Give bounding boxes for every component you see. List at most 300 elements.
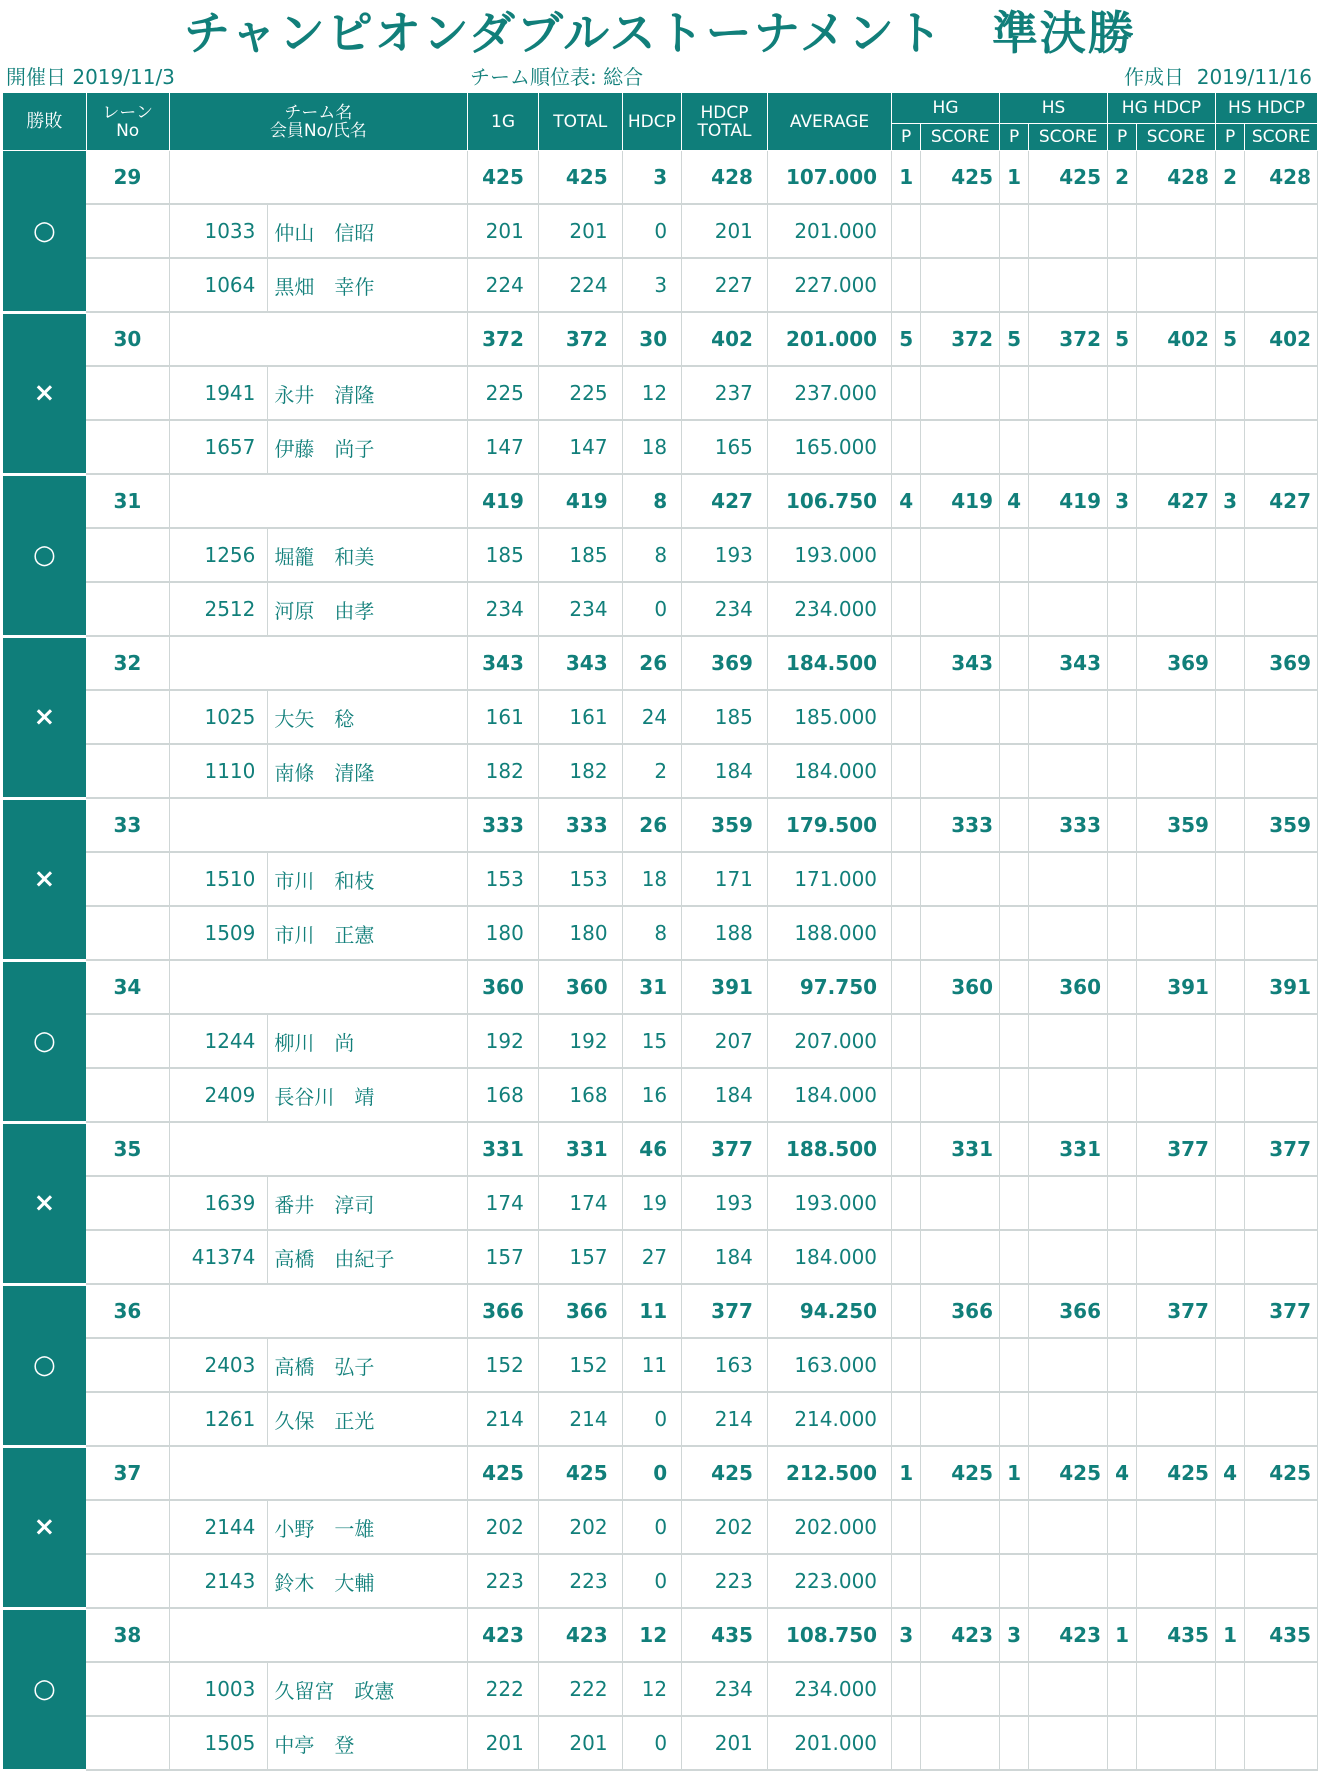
member-number: 1639 — [169, 1176, 268, 1230]
hg-hdcp-score: 425 — [1137, 1446, 1216, 1500]
member-lane-empty — [86, 582, 169, 636]
member-empty-cell — [1000, 1662, 1029, 1716]
member-empty-cell — [892, 366, 921, 420]
col-hdcp-total: HDCP TOTAL — [682, 93, 768, 151]
member-hdcp: 0 — [622, 1392, 682, 1446]
hg-place: 1 — [892, 151, 921, 205]
member-empty-cell — [1000, 906, 1029, 960]
col-lane: レーン No — [86, 93, 169, 151]
member-empty-cell — [1215, 690, 1244, 744]
hg-place — [892, 1284, 921, 1338]
page-title: チャンピオンダブルストーナメント 準決勝 — [184, 6, 1136, 60]
col-hgh-score: SCORE — [1137, 124, 1216, 151]
col-hsh-p: P — [1215, 124, 1244, 151]
member-empty-cell — [892, 204, 921, 258]
member-average: 223.000 — [767, 1554, 891, 1608]
team-hdcp-total: 377 — [682, 1122, 768, 1176]
member-row — [3, 1338, 1318, 1392]
member-total: 225 — [538, 366, 622, 420]
member-empty-cell — [892, 1230, 921, 1284]
hs-score: 423 — [1029, 1608, 1108, 1662]
member-empty-cell — [1215, 906, 1244, 960]
member-empty-cell — [1107, 258, 1136, 312]
member-empty-cell — [921, 1230, 1000, 1284]
member-hdcp-total: 184 — [682, 744, 768, 798]
member-row — [3, 258, 1318, 312]
team-hdcp: 46 — [622, 1122, 682, 1176]
member-hdcp-total: 184 — [682, 1068, 768, 1122]
member-empty-cell — [1215, 258, 1244, 312]
member-number: 1657 — [169, 420, 268, 474]
col-hg-p: P — [892, 124, 921, 151]
team-name-cell — [169, 151, 468, 205]
member-average: 234.000 — [767, 582, 891, 636]
member-empty-cell — [892, 582, 921, 636]
team-row — [3, 312, 1318, 366]
member-average: 237.000 — [767, 366, 891, 420]
member-empty-cell — [921, 744, 1000, 798]
member-empty-cell — [1215, 1500, 1244, 1554]
hs-score: 343 — [1029, 636, 1108, 690]
hs-place: 1 — [1000, 151, 1029, 205]
member-hdcp-total: 163 — [682, 1338, 768, 1392]
col-team: チーム名 会員No/氏名 — [169, 93, 468, 151]
team-hdcp: 11 — [622, 1284, 682, 1338]
team-average: 97.750 — [767, 960, 891, 1014]
member-empty-cell — [1137, 1716, 1216, 1770]
team-1g: 343 — [468, 636, 539, 690]
member-empty-cell — [1029, 852, 1108, 906]
member-1g: 214 — [468, 1392, 539, 1446]
member-empty-cell — [1137, 690, 1216, 744]
member-average: 202.000 — [767, 1500, 891, 1554]
team-name-cell — [169, 1608, 468, 1662]
member-empty-cell — [1000, 582, 1029, 636]
hs-place — [1000, 1122, 1029, 1176]
member-average: 165.000 — [767, 420, 891, 474]
member-total: 214 — [538, 1392, 622, 1446]
member-average: 201.000 — [767, 204, 891, 258]
hg-hdcp-place — [1107, 798, 1136, 852]
member-name: 番井 淳司 — [268, 1176, 468, 1230]
member-hdcp: 16 — [622, 1068, 682, 1122]
team-total: 425 — [538, 151, 622, 205]
member-average: 184.000 — [767, 744, 891, 798]
member-empty-cell — [1245, 852, 1318, 906]
member-1g: 224 — [468, 258, 539, 312]
member-total: 223 — [538, 1554, 622, 1608]
lane-number: 32 — [86, 636, 169, 690]
team-1g: 425 — [468, 1446, 539, 1500]
team-row — [3, 960, 1318, 1014]
member-lane-empty — [86, 528, 169, 582]
member-row — [3, 366, 1318, 420]
member-row — [3, 1500, 1318, 1554]
member-1g: 202 — [468, 1500, 539, 1554]
hs-hdcp-place — [1215, 1284, 1244, 1338]
hg-score: 423 — [921, 1608, 1000, 1662]
member-row — [3, 1662, 1318, 1716]
member-lane-empty — [86, 1500, 169, 1554]
created-date-line — [1124, 64, 1312, 90]
member-empty-cell — [1107, 906, 1136, 960]
member-empty-cell — [892, 690, 921, 744]
member-1g: 157 — [468, 1230, 539, 1284]
team-hdcp: 12 — [622, 1608, 682, 1662]
member-empty-cell — [1107, 1176, 1136, 1230]
member-hdcp: 18 — [622, 420, 682, 474]
member-empty-cell — [921, 204, 1000, 258]
member-empty-cell — [1107, 528, 1136, 582]
member-empty-cell — [1245, 1392, 1318, 1446]
member-number: 1244 — [169, 1014, 268, 1068]
member-name: 市川 正憲 — [268, 906, 468, 960]
held-date: 2019/11/3 — [72, 65, 175, 89]
member-total: 185 — [538, 528, 622, 582]
member-empty-cell — [1029, 744, 1108, 798]
hs-score: 360 — [1029, 960, 1108, 1014]
member-empty-cell — [921, 258, 1000, 312]
member-total: 157 — [538, 1230, 622, 1284]
member-name: 永井 清隆 — [268, 366, 468, 420]
hs-hdcp-score: 377 — [1245, 1122, 1318, 1176]
hs-score: 372 — [1029, 312, 1108, 366]
member-empty-cell — [892, 1662, 921, 1716]
member-lane-empty — [86, 366, 169, 420]
member-hdcp-total: 184 — [682, 1230, 768, 1284]
member-row — [3, 204, 1318, 258]
hs-hdcp-place: 5 — [1215, 312, 1244, 366]
team-total: 360 — [538, 960, 622, 1014]
lane-number: 38 — [86, 1608, 169, 1662]
lane-number: 30 — [86, 312, 169, 366]
member-empty-cell — [1215, 1230, 1244, 1284]
col-hs: HS — [1000, 93, 1108, 124]
member-number: 1505 — [169, 1716, 268, 1770]
team-hdcp-total: 377 — [682, 1284, 768, 1338]
table-body — [3, 151, 1318, 1771]
col-hs-p: P — [1000, 124, 1029, 151]
member-empty-cell — [1107, 420, 1136, 474]
member-lane-empty — [86, 1392, 169, 1446]
member-empty-cell — [1029, 1338, 1108, 1392]
member-1g: 201 — [468, 1716, 539, 1770]
member-lane-empty — [86, 1014, 169, 1068]
member-empty-cell — [892, 906, 921, 960]
team-name-cell — [169, 1446, 468, 1500]
member-empty-cell — [1215, 1014, 1244, 1068]
team-1g: 366 — [468, 1284, 539, 1338]
member-empty-cell — [1137, 1500, 1216, 1554]
member-empty-cell — [1215, 744, 1244, 798]
created-label: 作成日 — [1124, 65, 1184, 89]
hg-hdcp-place: 4 — [1107, 1446, 1136, 1500]
hs-place — [1000, 960, 1029, 1014]
member-number: 1110 — [169, 744, 268, 798]
hg-hdcp-score: 427 — [1137, 474, 1216, 528]
member-empty-cell — [892, 258, 921, 312]
member-empty-cell — [1029, 528, 1108, 582]
member-1g: 168 — [468, 1068, 539, 1122]
hs-place: 3 — [1000, 1608, 1029, 1662]
team-row — [3, 798, 1318, 852]
hg-hdcp-place: 3 — [1107, 474, 1136, 528]
member-hdcp: 24 — [622, 690, 682, 744]
member-number: 2403 — [169, 1338, 268, 1392]
team-name-cell — [169, 798, 468, 852]
member-empty-cell — [1137, 1554, 1216, 1608]
member-empty-cell — [1107, 582, 1136, 636]
member-lane-empty — [86, 1176, 169, 1230]
member-empty-cell — [1107, 204, 1136, 258]
team-name-cell — [169, 636, 468, 690]
member-empty-cell — [1000, 258, 1029, 312]
member-empty-cell — [1215, 366, 1244, 420]
member-1g: 147 — [468, 420, 539, 474]
hs-place: 5 — [1000, 312, 1029, 366]
col-hs-score: SCORE — [1029, 124, 1108, 151]
member-empty-cell — [1137, 582, 1216, 636]
member-hdcp-total: 193 — [682, 1176, 768, 1230]
hg-hdcp-place — [1107, 636, 1136, 690]
member-empty-cell — [892, 1014, 921, 1068]
member-lane-empty — [86, 744, 169, 798]
member-empty-cell — [1000, 852, 1029, 906]
member-empty-cell — [921, 366, 1000, 420]
member-row — [3, 1716, 1318, 1770]
member-empty-cell — [1137, 1230, 1216, 1284]
member-number: 1941 — [169, 366, 268, 420]
member-empty-cell — [1137, 852, 1216, 906]
team-ranking-table — [2, 92, 1318, 1772]
team-total: 425 — [538, 1446, 622, 1500]
member-row — [3, 1392, 1318, 1446]
hs-hdcp-score: 377 — [1245, 1284, 1318, 1338]
member-empty-cell — [1029, 1500, 1108, 1554]
member-empty-cell — [921, 1500, 1000, 1554]
member-empty-cell — [1000, 1392, 1029, 1446]
result-badge: ○ — [3, 1284, 87, 1446]
member-total: 224 — [538, 258, 622, 312]
member-row — [3, 1554, 1318, 1608]
member-empty-cell — [892, 420, 921, 474]
hs-score: 425 — [1029, 151, 1108, 205]
member-empty-cell — [892, 1176, 921, 1230]
member-total: 201 — [538, 1716, 622, 1770]
hg-place: 5 — [892, 312, 921, 366]
member-empty-cell — [1000, 1338, 1029, 1392]
member-empty-cell — [1215, 852, 1244, 906]
col-1g: 1G — [468, 93, 539, 151]
hs-hdcp-score: 369 — [1245, 636, 1318, 690]
member-name: 長谷川 靖 — [268, 1068, 468, 1122]
member-empty-cell — [1107, 1500, 1136, 1554]
member-empty-cell — [1215, 1176, 1244, 1230]
member-name: 堀籠 和美 — [268, 528, 468, 582]
team-average: 201.000 — [767, 312, 891, 366]
member-empty-cell — [1000, 1230, 1029, 1284]
team-row — [3, 1122, 1318, 1176]
member-empty-cell — [1029, 366, 1108, 420]
member-empty-cell — [1245, 690, 1318, 744]
member-hdcp: 19 — [622, 1176, 682, 1230]
member-name: 柳川 尚 — [268, 1014, 468, 1068]
member-hdcp: 0 — [622, 1554, 682, 1608]
hg-hdcp-score: 428 — [1137, 151, 1216, 205]
member-total: 234 — [538, 582, 622, 636]
member-hdcp-total: 165 — [682, 420, 768, 474]
member-empty-cell — [1029, 1554, 1108, 1608]
member-empty-cell — [1137, 1014, 1216, 1068]
col-hg-score: SCORE — [921, 124, 1000, 151]
lane-number: 37 — [86, 1446, 169, 1500]
hg-score: 366 — [921, 1284, 1000, 1338]
result-badge: ○ — [3, 960, 87, 1122]
hg-score: 360 — [921, 960, 1000, 1014]
member-lane-empty — [86, 1662, 169, 1716]
member-number: 41374 — [169, 1230, 268, 1284]
member-empty-cell — [1029, 1230, 1108, 1284]
hg-score: 419 — [921, 474, 1000, 528]
member-empty-cell — [1245, 1068, 1318, 1122]
member-1g: 192 — [468, 1014, 539, 1068]
hg-place: 1 — [892, 1446, 921, 1500]
hg-score: 425 — [921, 151, 1000, 205]
member-empty-cell — [1000, 690, 1029, 744]
member-average: 193.000 — [767, 1176, 891, 1230]
hg-hdcp-place — [1107, 1122, 1136, 1176]
hg-hdcp-score: 377 — [1137, 1122, 1216, 1176]
member-empty-cell — [1029, 582, 1108, 636]
team-total: 419 — [538, 474, 622, 528]
member-row — [3, 1230, 1318, 1284]
result-badge: ○ — [3, 1608, 87, 1770]
member-number: 2144 — [169, 1500, 268, 1554]
member-name: 鈴木 大輔 — [268, 1554, 468, 1608]
hs-hdcp-place: 3 — [1215, 474, 1244, 528]
member-empty-cell — [1245, 1176, 1318, 1230]
hs-place: 1 — [1000, 1446, 1029, 1500]
member-empty-cell — [1107, 1716, 1136, 1770]
member-total: 161 — [538, 690, 622, 744]
member-empty-cell — [1215, 1662, 1244, 1716]
team-name-cell — [169, 312, 468, 366]
member-name: 中亭 登 — [268, 1716, 468, 1770]
team-hdcp-total: 402 — [682, 312, 768, 366]
member-hdcp-total: 201 — [682, 204, 768, 258]
member-row — [3, 852, 1318, 906]
col-win-loss: 勝敗 — [3, 93, 87, 151]
member-hdcp-total: 234 — [682, 582, 768, 636]
member-hdcp: 2 — [622, 744, 682, 798]
member-hdcp: 12 — [622, 366, 682, 420]
lane-number: 36 — [86, 1284, 169, 1338]
team-1g: 419 — [468, 474, 539, 528]
team-row — [3, 636, 1318, 690]
team-total: 366 — [538, 1284, 622, 1338]
team-row — [3, 1608, 1318, 1662]
member-name: 大矢 稔 — [268, 690, 468, 744]
member-empty-cell — [1029, 258, 1108, 312]
member-row — [3, 690, 1318, 744]
member-number: 1510 — [169, 852, 268, 906]
team-hdcp: 31 — [622, 960, 682, 1014]
lane-number: 33 — [86, 798, 169, 852]
member-empty-cell — [1029, 1176, 1108, 1230]
created-date: 2019/11/16 — [1196, 65, 1312, 89]
hs-hdcp-place — [1215, 798, 1244, 852]
team-hdcp: 26 — [622, 636, 682, 690]
member-average: 163.000 — [767, 1338, 891, 1392]
member-empty-cell — [1000, 528, 1029, 582]
member-hdcp: 11 — [622, 1338, 682, 1392]
member-hdcp-total: 202 — [682, 1500, 768, 1554]
member-number: 1509 — [169, 906, 268, 960]
lane-number: 31 — [86, 474, 169, 528]
member-empty-cell — [1137, 204, 1216, 258]
hg-hdcp-score: 369 — [1137, 636, 1216, 690]
hs-place: 4 — [1000, 474, 1029, 528]
member-number: 2512 — [169, 582, 268, 636]
team-row — [3, 1284, 1318, 1338]
member-total: 147 — [538, 420, 622, 474]
hg-score: 372 — [921, 312, 1000, 366]
team-average: 188.500 — [767, 1122, 891, 1176]
member-name: 高橋 由紀子 — [268, 1230, 468, 1284]
member-empty-cell — [1029, 420, 1108, 474]
hs-hdcp-score: 428 — [1245, 151, 1318, 205]
member-empty-cell — [1107, 366, 1136, 420]
team-average: 94.250 — [767, 1284, 891, 1338]
member-empty-cell — [1000, 1014, 1029, 1068]
member-empty-cell — [892, 1338, 921, 1392]
team-1g: 423 — [468, 1608, 539, 1662]
member-empty-cell — [1215, 582, 1244, 636]
team-total: 333 — [538, 798, 622, 852]
member-number: 2143 — [169, 1554, 268, 1608]
member-1g: 153 — [468, 852, 539, 906]
member-name: 仲山 信昭 — [268, 204, 468, 258]
member-average: 201.000 — [767, 1716, 891, 1770]
col-hgh-p: P — [1107, 124, 1136, 151]
member-name: 南條 清隆 — [268, 744, 468, 798]
team-name-cell — [169, 1284, 468, 1338]
member-empty-cell — [1137, 420, 1216, 474]
member-empty-cell — [1029, 1662, 1108, 1716]
member-lane-empty — [86, 204, 169, 258]
member-1g: 225 — [468, 366, 539, 420]
member-1g: 152 — [468, 1338, 539, 1392]
member-total: 201 — [538, 204, 622, 258]
hs-score: 366 — [1029, 1284, 1108, 1338]
member-average: 184.000 — [767, 1230, 891, 1284]
col-total: TOTAL — [538, 93, 622, 151]
member-hdcp: 3 — [622, 258, 682, 312]
team-total: 372 — [538, 312, 622, 366]
member-1g: 180 — [468, 906, 539, 960]
hs-hdcp-place: 1 — [1215, 1608, 1244, 1662]
member-hdcp-total: 185 — [682, 690, 768, 744]
member-name: 久留宮 政憲 — [268, 1662, 468, 1716]
member-hdcp: 27 — [622, 1230, 682, 1284]
member-hdcp-total: 237 — [682, 366, 768, 420]
member-empty-cell — [1107, 690, 1136, 744]
member-1g: 161 — [468, 690, 539, 744]
member-empty-cell — [1107, 744, 1136, 798]
member-empty-cell — [1000, 744, 1029, 798]
member-empty-cell — [1245, 258, 1318, 312]
member-hdcp-total: 193 — [682, 528, 768, 582]
